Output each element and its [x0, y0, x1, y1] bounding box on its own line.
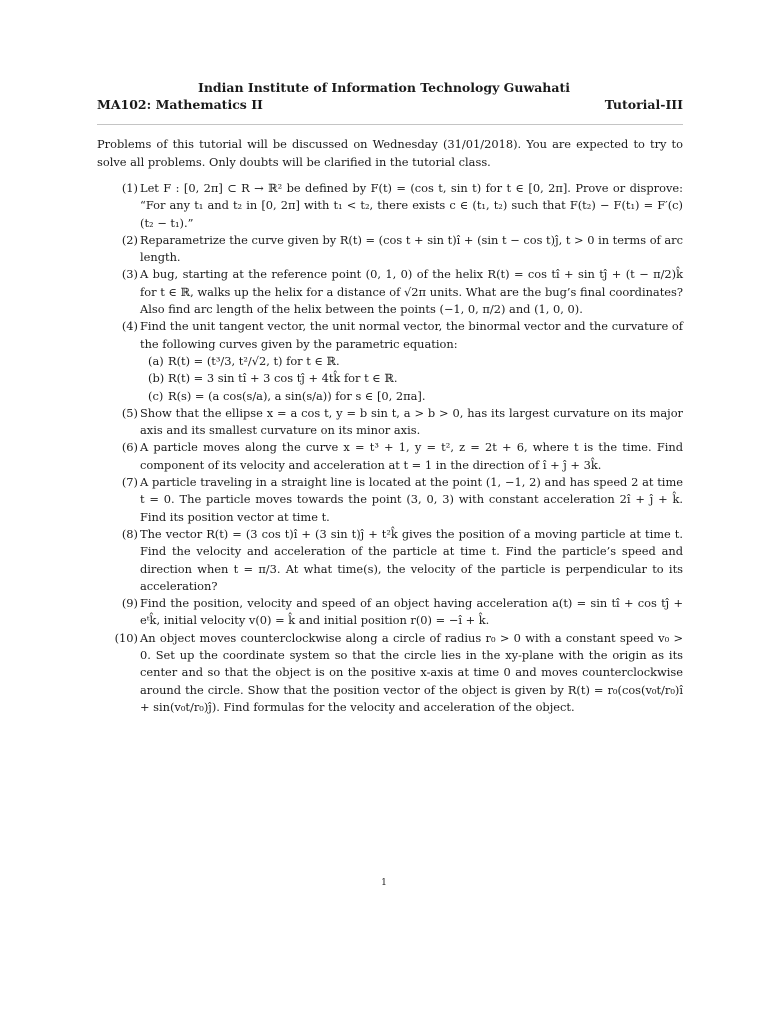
problem-number: (7) [121, 475, 138, 490]
problem-number: (1) [121, 181, 138, 195]
subproblem [140, 370, 683, 387]
problem-item [121, 266, 683, 318]
problem-text: Find the position, velocity and speed of an object having acceleration a(t) = sin tî + cos tĵ + eᵗk̂, initial velocity v(0) = k̂ and initial position r(0) = −î + k̂. [140, 596, 683, 628]
subproblem-label: (a) [148, 353, 164, 368]
problem-item [121, 232, 684, 267]
problem-item [121, 526, 683, 595]
problem-text: The vector R(t) = (3 cos t)î + (3 sin t)ĵ + t²k̂ gives the position of a moving particle at time t. Find the velocity and acceleration of the particle at time t. Find the particle’s speed and direction when t = π/3. At what time(s), the velocity of the particle is perpendicular to its acceleration? [140, 526, 683, 593]
header-divider [97, 124, 683, 125]
problem-number: (10) [114, 630, 138, 645]
problem-text: A particle traveling in a straight line is located at the point (1, −1, 2) and has speed 2 at time t = 0. The particle moves towards the point (3, 0, 3) with constant acceleration 2î + ĵ + k̂. Find its position vector at time t. [140, 475, 683, 524]
problem-text: Reparametrize the curve given by R(t) = (cos t + sin t)î + (sin t − cos t)ĵ, t > 0 in terms of arc length. [140, 232, 684, 265]
problem-text: Find the unit tangent vector, the unit normal vector, the binormal vector and the curvature of the following curves given by the parametric equation: [140, 319, 683, 351]
subproblem-text: R(t) = (t³/3, t²/√2, t) for t ∈ ℝ. [168, 353, 340, 368]
problem-item [114, 630, 683, 716]
problem-item [121, 318, 683, 404]
problem-item [121, 405, 683, 440]
problem-text: A particle moves along the curve x = t³ + 1, y = t², z = 2t + 6, where t is the time. Find component of its velocity and acceleration at t = 1 in the direction of î + ĵ + 3k̂. [140, 440, 683, 472]
subproblem-label: (c) [148, 388, 164, 403]
course-title: MA102: Mathematics II [97, 97, 263, 112]
problem-number: (8) [121, 526, 138, 541]
tutorial-label: Tutorial-III [604, 97, 683, 112]
problem-text: Let F : [0, 2π] ⊂ R → ℝ² be defined by F(t) = (cos t, sin t) for t ∈ [0, 2π]. Prove or disprove: “For any t₁ and t₂ in [0, 2π] with t₁ < t₂, there exists c ∈ (t₁, t₂) such that F(t₂) − F(t₁) = F′(c)(t₂ − t₁).” [140, 181, 683, 230]
problem-item [121, 180, 683, 232]
problem-text: Show that the ellipse x = a cos t, y = b sin t, a > b > 0, has its largest curvature on its major axis and its smallest curvature on its minor axis. [140, 405, 683, 438]
intro-paragraph: Problems of this tutorial will be discussed on Wednesday (31/01/2018). You are expected to try to solve all problems. Only doubts will be clarified in the tutorial class. [97, 137, 683, 169]
problem-item [121, 474, 683, 526]
problem-list [0, 180, 768, 716]
problem-number: (6) [121, 440, 138, 455]
subproblem-text: R(s) = (a cos(s/a), a sin(s/a)) for s ∈ [0, 2πa]. [168, 388, 426, 403]
problem-text: An object moves counterclockwise along a circle of radius r₀ > 0 with a constant speed v₀ > 0. Set up the coordinate system so that the circle lies in the xy-plane with the origin as its center and so that the object is on the positive x-axis at time 0 and moves counterclockwise around the circle. Show that the position vector of the object is given by R(t) = r₀(cos(v₀t/r₀)î + sin(v₀t/r₀)ĵ). Find formulas for the velocity and acceleration of the object. [140, 630, 683, 714]
subproblem [140, 388, 683, 405]
problem-number: (4) [121, 319, 138, 334]
page-number: 1 [381, 878, 387, 888]
institute-name: Indian Institute of Information Technology Guwahati [197, 80, 571, 95]
problem-number: (5) [121, 405, 138, 420]
subproblem-label: (b) [148, 371, 165, 386]
problem-item [121, 595, 683, 630]
problem-item [121, 439, 683, 474]
subproblem-text: R(t) = 3 sin tî + 3 cos tĵ + 4tk̂ for t ∈ ℝ. [168, 371, 398, 386]
problem-number: (9) [121, 596, 138, 611]
problem-number: (2) [121, 232, 138, 247]
problem-number: (3) [121, 267, 138, 282]
problem-text: A bug, starting at the reference point (0, 1, 0) of the helix R(t) = cos tî + sin tĵ + (t − π/2)k̂ for t ∈ ℝ, walks up the helix for a distance of √2π units. What are the bug’s final coordinates? Also find arc length of the helix between the points (−1, 0, π/2) and (1, 0, 0). [140, 267, 683, 317]
subproblem [140, 353, 683, 370]
